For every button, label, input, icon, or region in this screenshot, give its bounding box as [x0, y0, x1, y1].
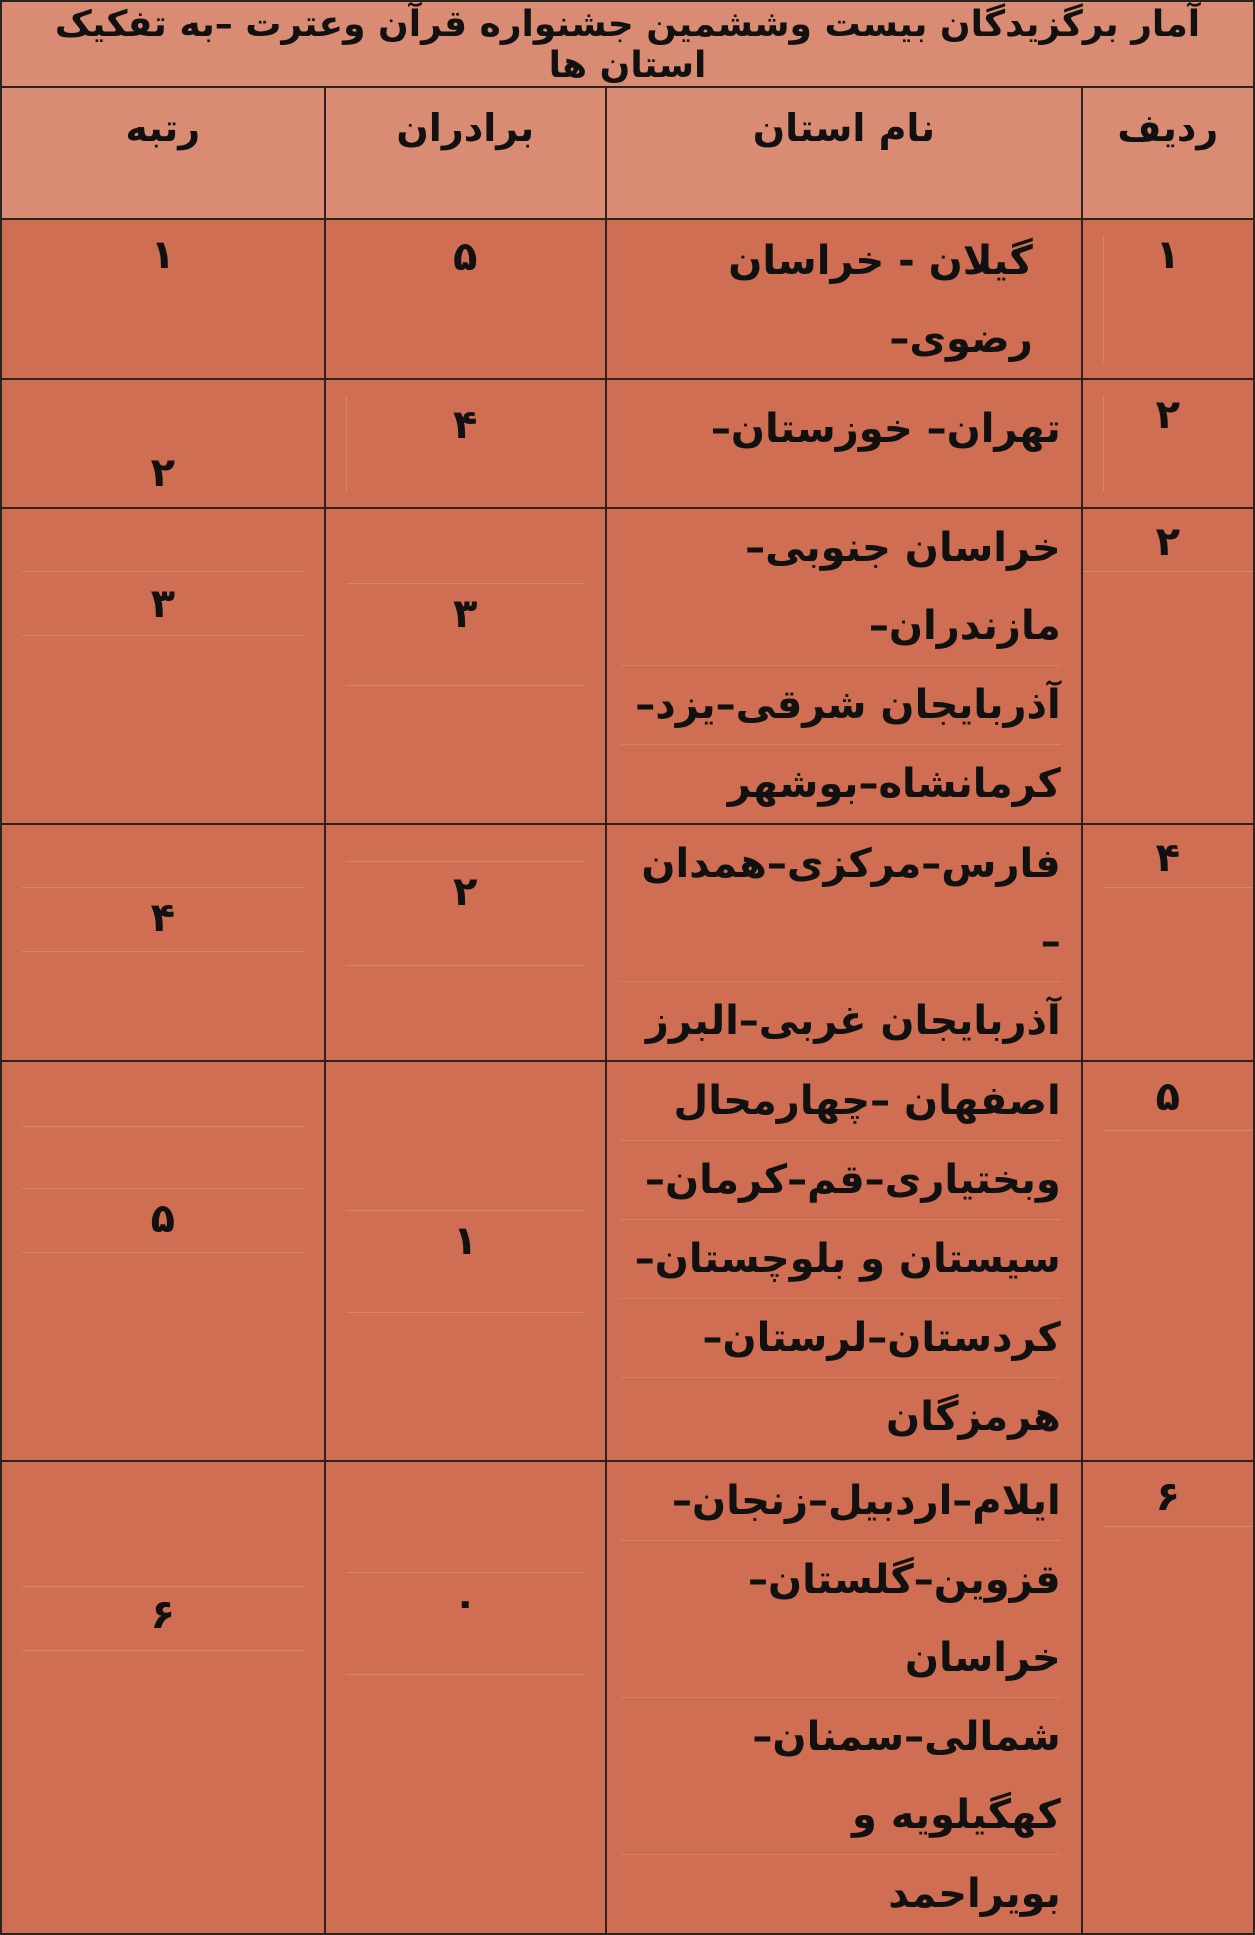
table-row	[1, 1461, 1254, 1934]
province-line: هرمزگان	[886, 1394, 1061, 1440]
brothers-value: ۰	[453, 1580, 478, 1626]
brothers-value: ۱	[453, 1218, 478, 1264]
row-provinces	[606, 824, 1082, 1061]
province-line: وبختیاری–قم–کرمان–	[621, 1141, 1061, 1220]
province-line: کردستان–لرستان–	[621, 1299, 1061, 1378]
header-brothers: برادران	[325, 87, 606, 219]
radif-value: ۲	[1155, 519, 1181, 565]
province-line: بویراحمد	[888, 1871, 1061, 1917]
row-provinces	[606, 508, 1082, 824]
row-brothers	[325, 824, 606, 1061]
table-row	[1, 824, 1254, 1061]
row-rank	[1, 508, 325, 824]
province-line: کرمانشاه–بوشهر	[727, 761, 1061, 807]
header-rank: رتبه	[1, 87, 325, 219]
radif-value: ۵	[1155, 1074, 1181, 1120]
title-row	[1, 1, 1254, 87]
province-line: سیستان و بلوچستان–	[621, 1220, 1061, 1299]
radif-value: ۴	[1155, 835, 1181, 881]
row-brothers	[325, 1461, 606, 1934]
row-brothers	[325, 1061, 606, 1461]
row-radif	[1082, 824, 1254, 1061]
row-provinces	[606, 219, 1082, 379]
row-radif	[1082, 1061, 1254, 1461]
brothers-value: ۳	[453, 591, 478, 637]
table-row	[1, 379, 1254, 508]
row-brothers	[325, 219, 606, 379]
table-title: آمار برگزیدگان بیست وششمین جشنواره قرآن وعترت –به تفکیک استان ها	[1, 1, 1254, 87]
row-rank	[1, 824, 325, 1061]
table-row	[1, 219, 1254, 379]
header-radif: ردیف	[1082, 87, 1254, 219]
province-line: فارس–مرکزی–همدان –	[621, 825, 1061, 982]
brothers-value: ۲	[453, 869, 478, 915]
rank-value: ۳	[150, 581, 175, 627]
row-provinces	[606, 1061, 1082, 1461]
row-provinces	[606, 1461, 1082, 1934]
header-row	[1, 87, 1254, 219]
province-line: ایلام–اردبیل–زنجان–	[621, 1462, 1061, 1541]
row-brothers	[325, 508, 606, 824]
row-radif	[1082, 379, 1254, 508]
rank-value: ۵	[150, 1196, 175, 1242]
row-radif	[1082, 508, 1254, 824]
brothers-value: ۵	[453, 234, 478, 280]
province-line: گیلان - خراسان رضوی–	[728, 238, 1033, 362]
province-line: شمالی–سمنان–کهگیلویه و	[621, 1698, 1061, 1855]
province-line: قزوین–گلستان–خراسان	[621, 1541, 1061, 1698]
row-rank	[1, 1461, 325, 1934]
province-line: اصفهان –چهارمحال	[621, 1062, 1061, 1141]
radif-value: ۱	[1155, 232, 1181, 278]
rank-value: ۶	[150, 1592, 175, 1638]
table-row	[1, 1061, 1254, 1461]
brothers-value: ۴	[453, 402, 478, 448]
table-row	[1, 508, 1254, 824]
row-radif	[1082, 1461, 1254, 1934]
row-rank	[1, 1061, 325, 1461]
province-line: خراسان جنوبی–مازندران–	[621, 509, 1061, 666]
province-line: تهران– خوزستان–	[710, 406, 1061, 452]
radif-value: ۲	[1155, 392, 1181, 438]
rank-value: ۴	[150, 895, 175, 941]
row-rank	[1, 379, 325, 508]
row-brothers	[325, 379, 606, 508]
row-radif	[1082, 219, 1254, 379]
radif-value: ۶	[1155, 1474, 1181, 1520]
province-line: آذربایجان شرقی–یزد–	[621, 666, 1061, 745]
row-rank	[1, 219, 325, 379]
rank-value: ۱	[150, 232, 175, 278]
rank-value: ۲	[150, 450, 175, 496]
row-provinces	[606, 379, 1082, 508]
province-line: آذربایجان غربی–البرز	[645, 998, 1061, 1044]
header-province-name: نام استان	[606, 87, 1082, 219]
